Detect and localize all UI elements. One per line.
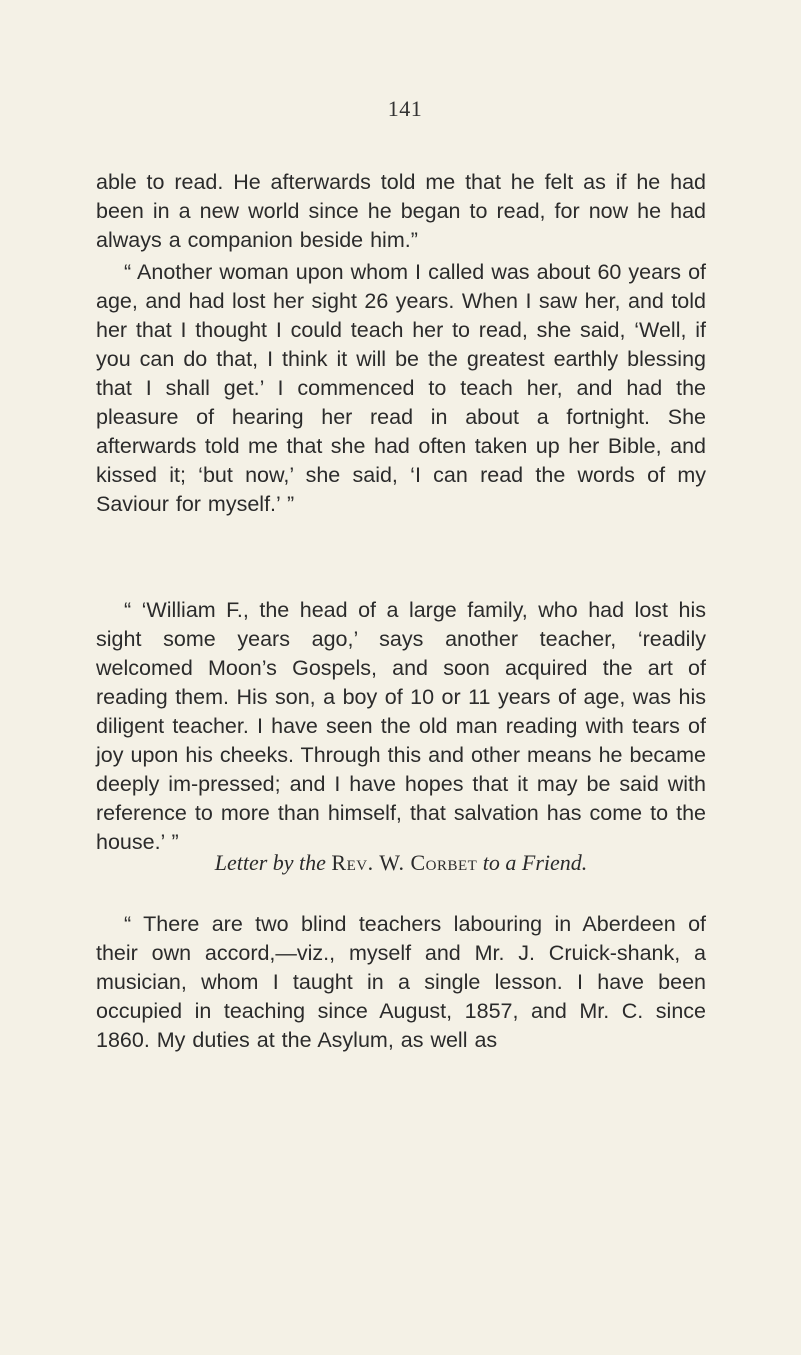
paragraph-text: “ ‘William F., the head of a large family, who had lost his sight some years ago,’ says another teacher, ‘readily welcomed Moon’s Gospels, and soon acquired the art of reading them. His son, a boy of 10 or 11 years of age, was his diligent teacher. I have seen the old man reading with tears of joy upon his cheeks. Through this and other means he became deeply im-pressed; and I have hopes that it may be said with reference to more than himself, that salvation has come to the house.’ ” xyxy=(96,598,706,854)
letter-heading xyxy=(96,850,706,876)
paragraph-another-woman xyxy=(96,258,706,519)
paragraph-aberdeen xyxy=(96,910,706,1055)
heading-part-1: Letter by the xyxy=(214,850,326,875)
heading-part-3: to a Friend. xyxy=(482,850,588,875)
paragraph-william xyxy=(96,596,706,857)
paragraph-text: able to read. He afterwards told me that he felt as if he had been in a new world since he began to read, for now he had always a companion beside him.” xyxy=(96,170,706,252)
page-number: 141 xyxy=(387,96,423,121)
paragraph-text: “ Another woman upon whom I called was about 60 years of age, and had lost her sight 26 years. When I saw her, and told her that I thought I could teach her to read, she said, ‘Well, if you can do that, I think it will be the greatest earthly blessing that I shall get.’ I commenced to teach her, and had the pleasure of hearing her read in about a fortnight. She afterwards told me that she had often taken up her Bible, and kissed it; ‘but now,’ she said, ‘I can read the words of my Saviour for myself.’ ” xyxy=(96,260,706,516)
heading-part-2: Rev. W. Corbet xyxy=(331,850,478,875)
paragraph-continuation xyxy=(96,168,706,255)
paragraph-text: “ There are two blind teachers labouring in Aberdeen of their own accord,—viz., myself and Mr. J. Cruick-shank, a musician, whom I taught in a single lesson. I have been occupied in teaching since August, 1857, and Mr. C. since 1860. My duties at the Asylum, as well as xyxy=(96,912,706,1052)
